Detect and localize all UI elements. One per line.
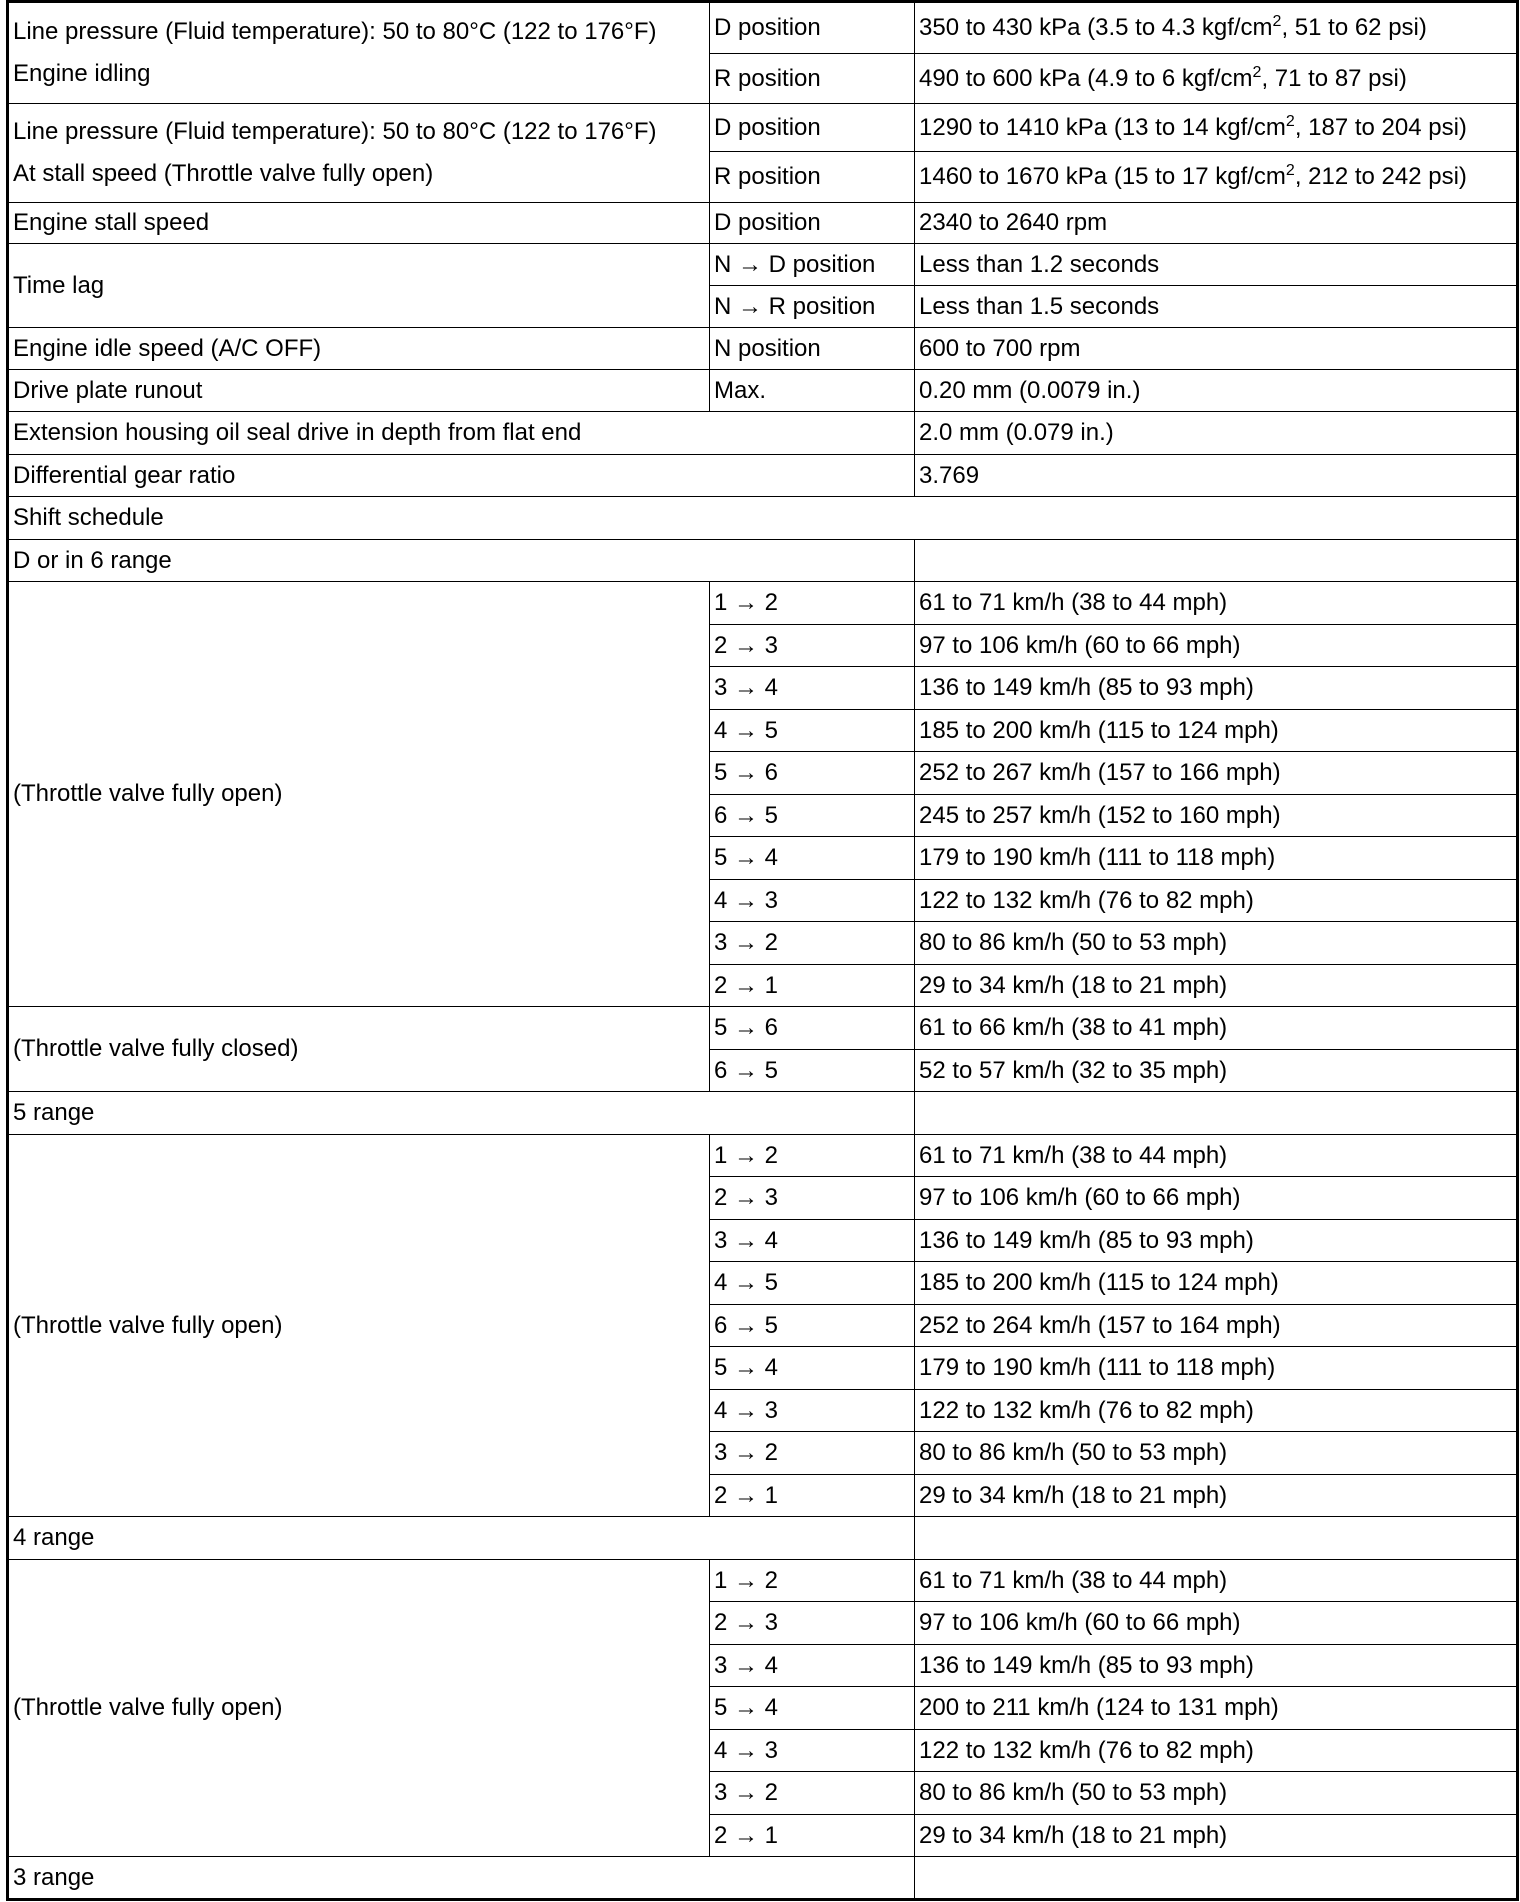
position-cell: N → R position [710,286,915,328]
shift-cell: 5 → 4 [710,837,915,880]
speed-cell: 97 to 106 km/h (60 to 66 mph) [915,1602,1518,1645]
table-row [8,1517,1518,1560]
value-text: 490 to 600 kPa (4.9 to 6 kgf/cm [919,64,1253,92]
table-row [8,370,1518,412]
shift-cell: 2 → 3 [710,1177,915,1220]
value-cell: 600 to 700 rpm [915,328,1518,370]
spec-page [6,0,1516,1900]
speed-cell: 80 to 86 km/h (50 to 53 mph) [915,922,1518,965]
speed-cell: 61 to 71 km/h (38 to 44 mph) [915,1560,1518,1602]
shift-cell: 4 → 3 [710,1730,915,1772]
table-row [8,2,1518,54]
position-cell: N position [710,328,915,370]
speed-cell: 122 to 132 km/h (76 to 82 mph) [915,1730,1518,1772]
label-line: Line pressure (Fluid temperature): 50 to 80°C (122 to 176°F) [13,18,657,45]
position-cell: D position [710,2,915,54]
value-cell: Less than 1.2 seconds [915,244,1518,286]
time-lag-label: Time lag [8,244,710,328]
superscript: 2 [1285,162,1295,179]
table-row [8,497,1518,540]
speed-cell: 136 to 149 km/h (85 to 93 mph) [915,667,1518,710]
value-cell [915,152,1518,203]
shift-cell: 3 → 4 [710,1220,915,1262]
shift-cell: 5 → 4 [710,1347,915,1390]
table-row [8,244,1518,286]
spec-table [6,0,1519,1901]
value-text: 1290 to 1410 kPa (13 to 14 kgf/cm [919,113,1286,141]
shift-cell: 6 → 5 [710,1305,915,1347]
speed-cell: 29 to 34 km/h (18 to 21 mph) [915,1475,1518,1517]
range-heading: 4 range [8,1517,915,1560]
empty-cell [915,1092,1518,1135]
position-cell: R position [710,152,915,203]
value-cell [915,104,1518,152]
range-heading: D or in 6 range [8,540,915,582]
idle-speed-label: Engine idle speed (A/C OFF) [8,328,710,370]
range-heading: 5 range [8,1092,915,1135]
empty-cell [915,1517,1518,1560]
shift-cell: 1 → 2 [710,582,915,625]
speed-cell: 80 to 86 km/h (50 to 53 mph) [915,1772,1518,1815]
value-cell: Less than 1.5 seconds [915,286,1518,328]
label-line: Engine idling [13,60,151,87]
speed-cell: 136 to 149 km/h (85 to 93 mph) [915,1220,1518,1262]
shift-cell: 4 → 3 [710,880,915,922]
line-pressure-idle-label [8,2,710,104]
value-text: 350 to 430 kPa (3.5 to 4.3 kgf/cm [919,14,1273,41]
table-row [8,1092,1518,1135]
drive-plate-label: Drive plate runout [8,370,710,412]
value-cell [915,54,1518,104]
shift-cell: 5 → 6 [710,752,915,795]
speed-cell: 252 to 264 km/h (157 to 164 mph) [915,1305,1518,1347]
speed-cell: 185 to 200 km/h (115 to 124 mph) [915,1262,1518,1305]
position-cell: Max. [710,370,915,412]
speed-cell: 61 to 71 km/h (38 to 44 mph) [915,582,1518,625]
table-row [8,1560,1518,1602]
position-cell: D position [710,203,915,244]
empty-cell [915,540,1518,582]
superscript: 2 [1285,112,1295,130]
speed-cell: 185 to 200 km/h (115 to 124 mph) [915,710,1518,752]
speed-cell: 179 to 190 km/h (111 to 118 mph) [915,1347,1518,1390]
throttle-closed-label: (Throttle valve fully closed) [8,1007,710,1092]
speed-cell: 252 to 267 km/h (157 to 166 mph) [915,752,1518,795]
throttle-open-label: (Throttle valve fully open) [8,582,710,1007]
oil-seal-label: Extension housing oil seal drive in depth from flat end [8,412,915,455]
table-row [8,104,1518,152]
superscript: 2 [1252,63,1262,81]
range-heading: 3 range [8,1857,915,1900]
label-line: At stall speed (Throttle valve fully open) [13,160,434,187]
table-row [8,412,1518,455]
speed-cell: 122 to 132 km/h (76 to 82 mph) [915,1390,1518,1432]
table-row [8,328,1518,370]
value-text: , 212 to 242 psi) [1294,163,1467,190]
value-cell [915,2,1518,54]
speed-cell: 29 to 34 km/h (18 to 21 mph) [915,965,1518,1007]
shift-cell: 5 → 4 [710,1687,915,1730]
table-row [8,203,1518,244]
table-row [8,1857,1518,1900]
shift-cell: 2 → 3 [710,625,915,667]
speed-cell: 61 to 71 km/h (38 to 44 mph) [915,1135,1518,1177]
engine-stall-label: Engine stall speed [8,203,710,244]
table-row [8,582,1518,625]
throttle-open-label: (Throttle valve fully open) [8,1560,710,1857]
position-cell: D position [710,104,915,152]
value-text: 1460 to 1670 kPa (15 to 17 kgf/cm [919,163,1286,190]
superscript: 2 [1272,13,1282,30]
table-row [8,1135,1518,1177]
table-row [8,455,1518,497]
value-text: , 187 to 204 psi) [1294,113,1467,141]
shift-cell: 1 → 2 [710,1560,915,1602]
position-cell: N → D position [710,244,915,286]
empty-cell [915,1857,1518,1900]
value-cell: 2.0 mm (0.079 in.) [915,412,1518,455]
value-text: , 51 to 62 psi) [1281,14,1427,41]
shift-cell: 3 → 2 [710,922,915,965]
speed-cell: 52 to 57 km/h (32 to 35 mph) [915,1050,1518,1092]
speed-cell: 245 to 257 km/h (152 to 160 mph) [915,795,1518,837]
shift-cell: 2 → 3 [710,1602,915,1645]
shift-schedule-heading: Shift schedule [8,497,1518,540]
label-line: Line pressure (Fluid temperature): 50 to 80°C (122 to 176°F) [13,118,657,145]
value-text: , 71 to 87 psi) [1261,64,1407,92]
shift-cell: 2 → 1 [710,965,915,1007]
shift-cell: 3 → 4 [710,667,915,710]
speed-cell: 97 to 106 km/h (60 to 66 mph) [915,1177,1518,1220]
shift-cell: 2 → 1 [710,1475,915,1517]
speed-cell: 122 to 132 km/h (76 to 82 mph) [915,880,1518,922]
speed-cell: 179 to 190 km/h (111 to 118 mph) [915,837,1518,880]
shift-cell: 3 → 2 [710,1772,915,1815]
diff-ratio-label: Differential gear ratio [8,455,915,497]
speed-cell: 97 to 106 km/h (60 to 66 mph) [915,625,1518,667]
shift-cell: 5 → 6 [710,1007,915,1050]
speed-cell: 29 to 34 km/h (18 to 21 mph) [915,1815,1518,1857]
shift-cell: 1 → 2 [710,1135,915,1177]
speed-cell: 200 to 211 km/h (124 to 131 mph) [915,1687,1518,1730]
shift-cell: 4 → 5 [710,710,915,752]
speed-cell: 136 to 149 km/h (85 to 93 mph) [915,1645,1518,1687]
value-cell: 3.769 [915,455,1518,497]
table-row [8,540,1518,582]
shift-cell: 2 → 1 [710,1815,915,1857]
shift-cell: 4 → 3 [710,1390,915,1432]
value-cell: 2340 to 2640 rpm [915,203,1518,244]
shift-cell: 4 → 5 [710,1262,915,1305]
shift-cell: 3 → 2 [710,1432,915,1475]
shift-cell: 6 → 5 [710,1050,915,1092]
throttle-open-label: (Throttle valve fully open) [8,1135,710,1517]
position-cell: R position [710,54,915,104]
line-pressure-stall-label [8,104,710,203]
shift-cell: 6 → 5 [710,795,915,837]
speed-cell: 80 to 86 km/h (50 to 53 mph) [915,1432,1518,1475]
shift-cell: 3 → 4 [710,1645,915,1687]
table-row [8,1007,1518,1050]
speed-cell: 61 to 66 km/h (38 to 41 mph) [915,1007,1518,1050]
value-cell: 0.20 mm (0.0079 in.) [915,370,1518,412]
